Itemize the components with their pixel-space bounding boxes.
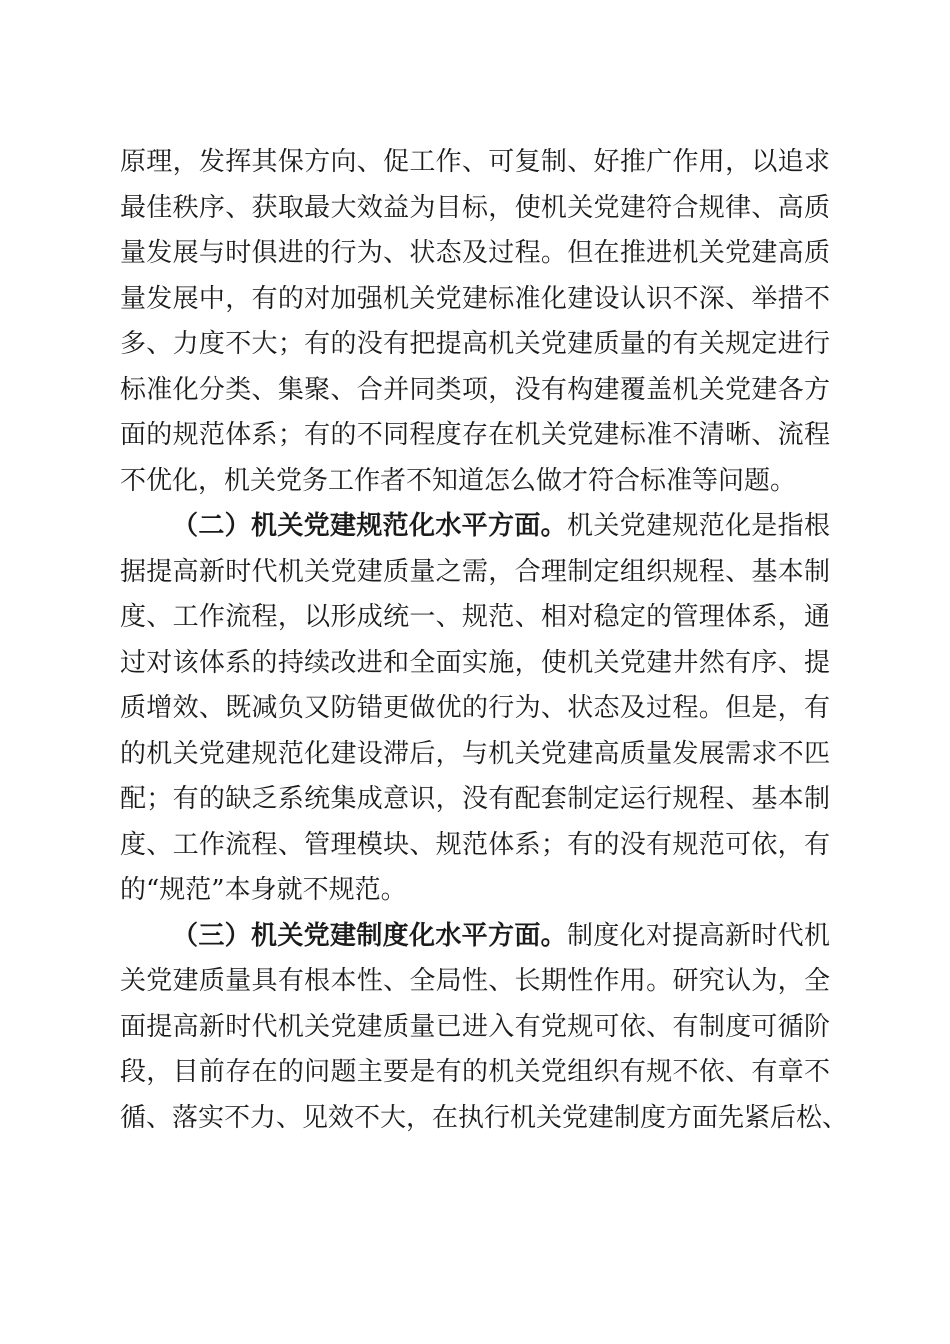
text-line: 量发展中，有的对加强机关党建标准化建设认识不深、举措不: [120, 283, 830, 314]
text-line: 质增效、既减负又防错更做优的行为、状态及过程。但是，有: [120, 693, 830, 723]
section-3-first-line-rest: 制度化对提高新时代机: [566, 920, 830, 951]
body-text: [120, 140, 849, 1141]
section-2-heading: （二）机关党建规范化水平方面。: [172, 511, 567, 541]
text-line: 度、工作流程，以形成统一、规范、相对稳定的管理体系，通: [120, 602, 830, 632]
text-line: 的机关党建规范化建设滞后，与机关党建高质量发展需求不匹: [120, 738, 830, 769]
text-line: 面提高新时代机关党建质量已进入有党规可依、有制度可循阶: [120, 1011, 830, 1042]
text-line: 最佳秩序、获取最大效益为目标，使机关党建符合规律、高质: [120, 192, 830, 223]
text-line: 不优化，机关党务工作者不知道怎么做才符合标准等问题。: [120, 465, 797, 496]
section-2-first-line: [120, 504, 830, 550]
section-2-first-line-rest: 机关党建规范化是指根: [566, 511, 830, 541]
text-line: 过对该体系的持续改进和全面实施，使机关党建井然有序、提: [120, 647, 830, 678]
text-line: 度、工作流程、管理模块、规范体系；有的没有规范可依，有: [120, 829, 830, 860]
text-line: 标准化分类、集聚、合并同类项，没有构建覆盖机关党建各方: [120, 374, 830, 405]
text-line: 量发展与时俱进的行为、状态及过程。但在推进机关党建高质: [120, 238, 830, 268]
paragraph-3: [120, 914, 849, 1142]
text-line: 循、落实不力、见效不大，在执行机关党建制度方面先紧后松、: [120, 1102, 849, 1133]
section-3-heading: （三）机关党建制度化水平方面。: [172, 920, 567, 951]
paragraph-2: [120, 504, 830, 914]
text-line: 面的规范体系；有的不同程度存在机关党建标准不清晰、流程: [120, 420, 830, 450]
text-line: 原理，发挥其保方向、促工作、可复制、好推广作用，以追求: [120, 147, 830, 177]
text-line: 段，目前存在的问题主要是有的机关党组织有规不依、有章不: [120, 1057, 830, 1087]
text-line: 据提高新时代机关党建质量之需，合理制定组织规程、基本制: [120, 556, 830, 587]
text-line: 多、力度不大；有的没有把提高机关党建质量的有关规定进行: [120, 329, 830, 359]
text-line: 的“规范”本身就不规范。: [120, 875, 407, 905]
paragraph-1: [120, 140, 830, 504]
text-line: 关党建质量具有根本性、全局性、长期性作用。研究认为，全: [120, 966, 830, 996]
section-3-first-line: [120, 914, 830, 960]
text-line: 配；有的缺乏系统集成意识，没有配套制定运行规程、基本制: [120, 784, 830, 814]
